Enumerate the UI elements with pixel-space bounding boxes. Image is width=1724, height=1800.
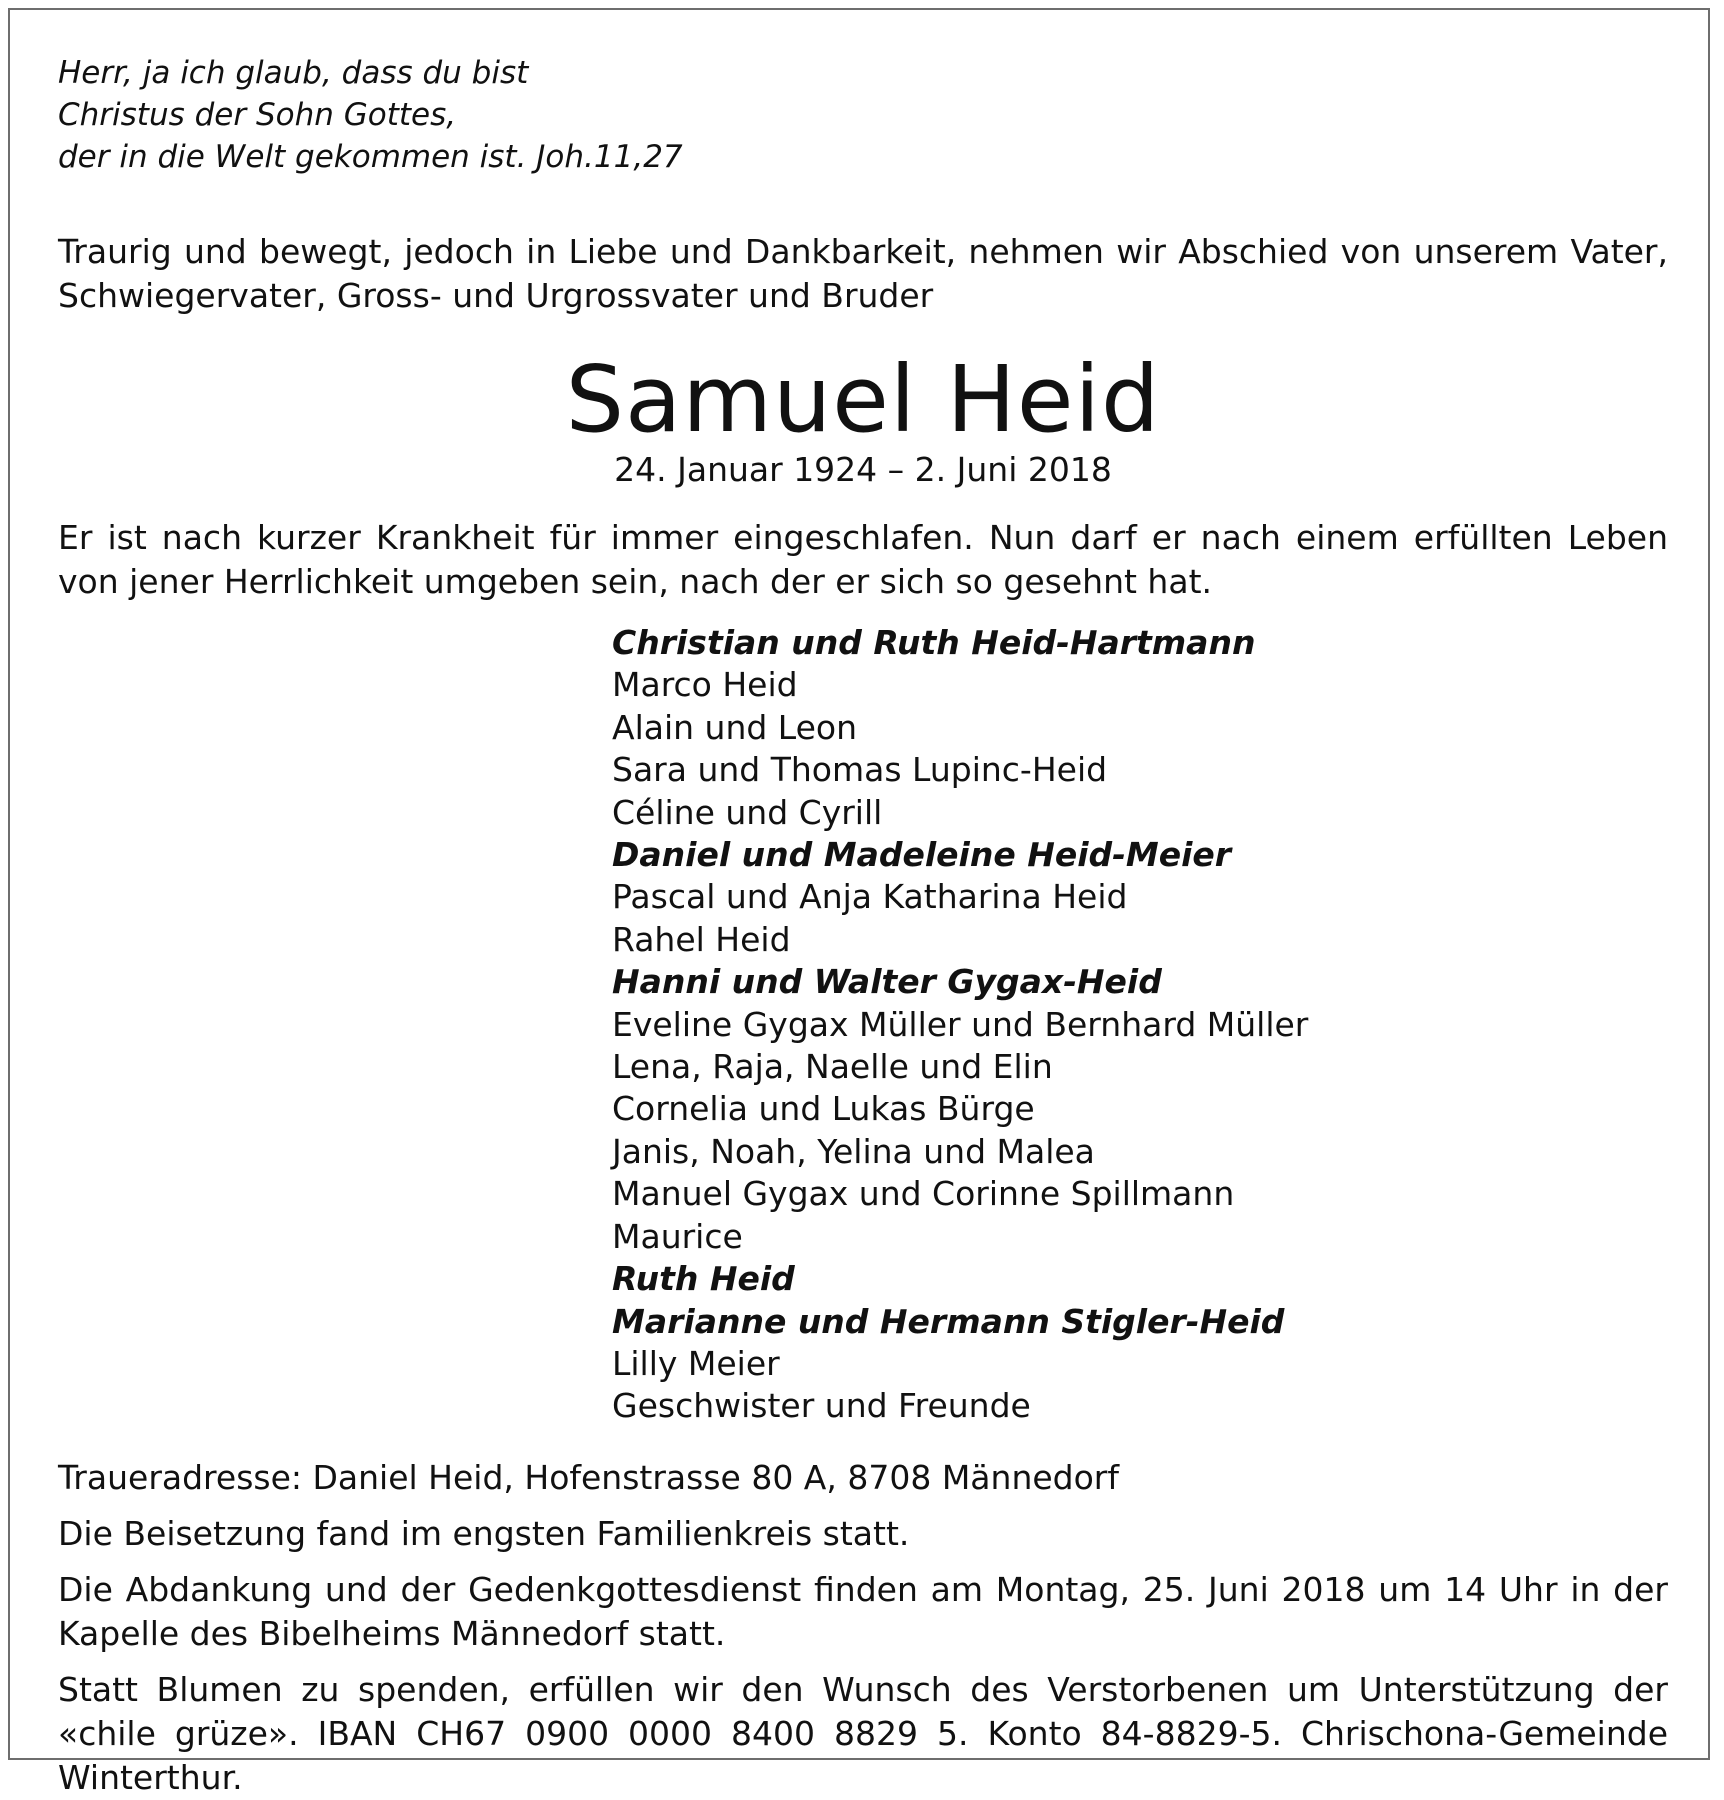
family-head: Ruth Heid (612, 1259, 795, 1299)
family-member: Cornelia und Lukas Bürge (612, 1089, 1035, 1129)
verse-line-1: Herr, ja ich glaub, dass du bist (58, 55, 529, 91)
family-member: Geschwister und Freunde (612, 1386, 1031, 1426)
family-member: Sara und Thomas Lupinc-Heid (612, 750, 1108, 790)
family-member: Lena, Raja, Naelle und Elin (612, 1047, 1053, 1087)
obituary-frame (8, 8, 1710, 1797)
deceased-name: Samuel Heid (565, 346, 1161, 453)
life-dates: 24. Januar 1924 – 2. Juni 2018 (614, 450, 1112, 489)
mourning-address: Traueradresse: Daniel Heid, Hofenstrasse 80 A, 8708 Männedorf (58, 1457, 1119, 1497)
intro-text: Traurig und bewegt, jedoch in Liebe und Dankbarkeit, nehmen wir Abschied von unserem Vater, Schwiegervater, Gross- und Urgrossvater und Bruder (58, 232, 1668, 315)
farewell-text: Er ist nach kurzer Krankheit für immer eingeschlafen. Nun darf er nach einem erfüllten Leben von jener Herrlichkeit umgeben sein, nach der er sich so gesehnt hat. (58, 518, 1668, 601)
family-member: Rahel Heid (612, 919, 791, 959)
verse-line-3: der in die Welt gekommen ist. Joh.11,27 (58, 139, 683, 175)
family-member: Manuel Gygax und Corinne Spillmann (612, 1174, 1235, 1214)
family-member: Pascal und Anja Katharina Heid (612, 877, 1128, 917)
obituary-content (58, 52, 1668, 1800)
family-head: Daniel und Madeleine Heid-Meier (612, 835, 1232, 875)
family-member: Alain und Leon (612, 707, 858, 747)
family-member: Marco Heid (612, 665, 798, 705)
family-head: Christian und Ruth Heid-Hartmann (612, 623, 1256, 662)
family-member: Janis, Noah, Yelina und Malea (612, 1131, 1095, 1171)
family-head: Marianne und Hermann Stigler-Heid (612, 1301, 1285, 1341)
family-member: Céline und Cyrill (612, 792, 883, 832)
family-member: Eveline Gygax Müller und Bernhard Müller (612, 1004, 1309, 1044)
family-list (612, 622, 1668, 1428)
family-head: Hanni und Walter Gygax-Heid (612, 962, 1162, 1002)
family-member: Lilly Meier (612, 1343, 780, 1383)
burial-notice: Die Beisetzung fand im engsten Familienkreis statt. (58, 1513, 910, 1553)
service-notice: Die Abdankung und der Gedenkgottesdienst finden am Montag, 25. Juni 2018 um 14 Uhr in der Kapelle des Bibelheims Männedorf statt. (58, 1569, 1668, 1653)
verse-line-2: Christus der Sohn Gottes, (58, 97, 457, 133)
family-member: Maurice (612, 1216, 743, 1256)
bible-verse (58, 52, 1668, 178)
donation-notice: Statt Blumen zu spenden, erfüllen wir den Wunsch des Verstorbenen um Unterstützung der «chile grüze». IBAN CH67 0900 0000 8400 8829 5. Konto 84-8829-5. Chrischona-Gemeinde Winterthur. (58, 1669, 1668, 1797)
